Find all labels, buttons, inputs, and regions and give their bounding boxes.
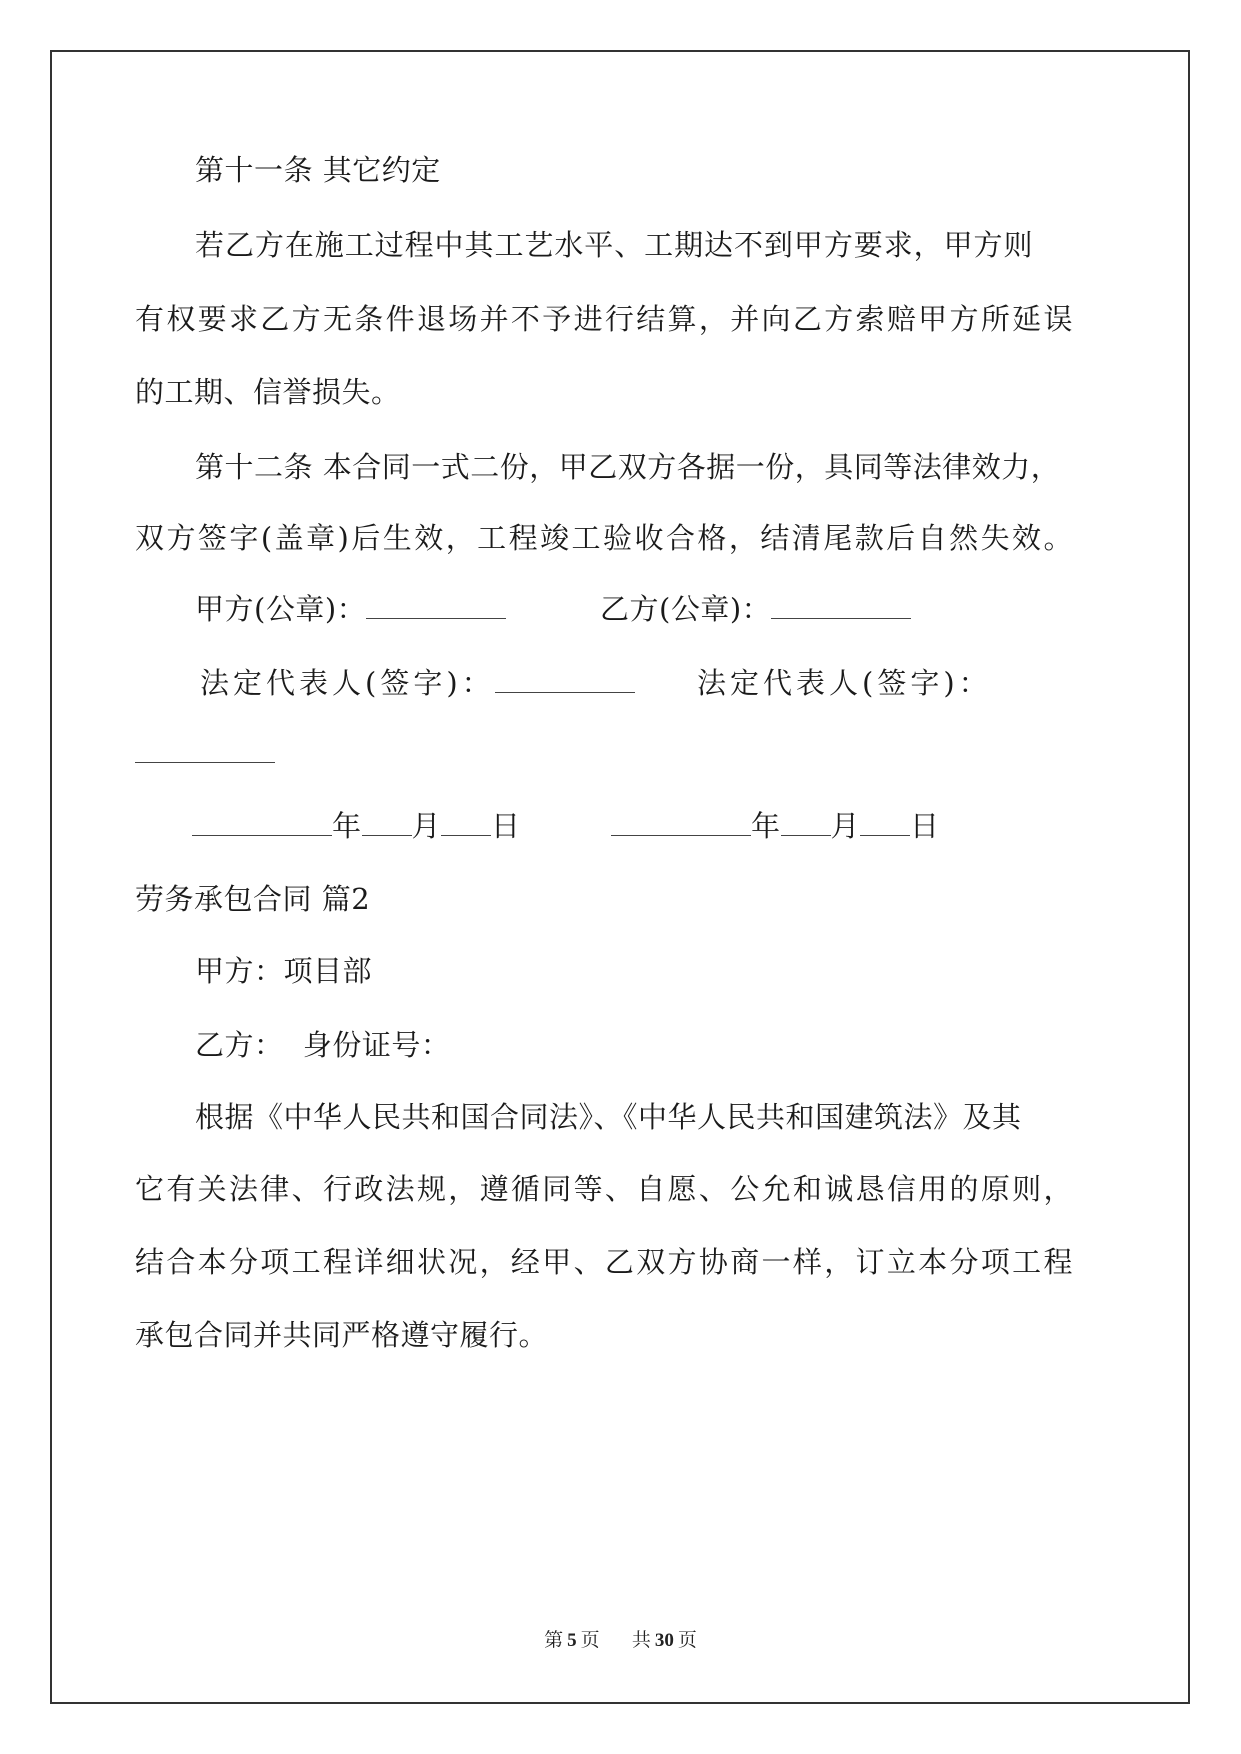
page-footer — [0, 1628, 1241, 1653]
contract-2-title: 劳务承包合同 篇2 — [135, 882, 371, 916]
contract-2-party-b: 乙方： 身份证号： — [195, 1028, 451, 1062]
legal-rep-a-label: 法定代表人(签字)： — [200, 666, 495, 700]
party-a-seal-label: 甲方(公章)： — [195, 592, 367, 626]
article-12-line-2: 双方签字(盖章)后生效，工程竣工验收合格，结清尾款后自然失效。 — [135, 521, 1073, 555]
article-11-line-2: 有权要求乙方无条件退场并不予进行结算，并向乙方索赔甲方所延误 — [135, 302, 1073, 336]
party-a-seal-blank — [366, 594, 506, 619]
total-pages-indicator: 共 30 页 — [631, 1629, 697, 1651]
contract-2-para-line-3: 结合本分项工程详细状况，经甲、乙双方协商一样，订立本分项工程 — [135, 1245, 1073, 1279]
date-b-year-label: 年 — [751, 809, 781, 843]
legal-rep-b-row — [697, 665, 992, 701]
legal-rep-b-blank — [135, 738, 275, 763]
article-11-line-3: 的工期、信誉损失。 — [135, 375, 401, 409]
date-b-row — [611, 808, 940, 844]
article-12-line-1: 第十二条 本合同一式二份，甲乙双方各据一份，具同等法律效力， — [195, 450, 1061, 484]
party-b-seal-row — [600, 591, 911, 627]
page-number: 5 — [567, 1630, 577, 1651]
date-a-year-blank — [192, 811, 332, 836]
contract-2-para-line-4: 承包合同并共同严格遵守履行。 — [135, 1318, 549, 1352]
date-a-day-label: 日 — [491, 809, 521, 843]
party-b-seal-blank — [771, 594, 911, 619]
legal-rep-b-label: 法定代表人(签字)： — [697, 666, 992, 700]
date-a-year-label: 年 — [332, 809, 362, 843]
contract-2-para-line-1: 根据《中华人民共和国合同法》、《中华人民共和国建筑法》及其 — [195, 1100, 1022, 1134]
contract-2-party-a: 甲方：项目部 — [195, 954, 373, 988]
date-b-day-label: 日 — [910, 809, 940, 843]
party-a-seal-row — [195, 591, 506, 627]
page-indicator: 第 5 页 — [544, 1629, 600, 1651]
date-a-day-blank — [441, 811, 491, 836]
page-border — [50, 50, 1190, 1704]
contract-2-para-line-2: 它有关法律、行政法规，遵循同等、自愿、公允和诚恳信用的原则， — [135, 1172, 1073, 1206]
date-a-row — [192, 808, 521, 844]
date-a-month-label: 月 — [411, 809, 442, 843]
legal-rep-a-blank — [495, 668, 635, 693]
date-b-month-label: 月 — [830, 809, 861, 843]
party-b-seal-label: 乙方(公章)： — [600, 592, 772, 626]
date-b-day-blank — [860, 811, 910, 836]
total-pages: 30 — [654, 1630, 674, 1651]
date-b-month-blank — [781, 811, 831, 836]
date-a-month-blank — [362, 811, 412, 836]
legal-rep-a-row — [200, 665, 635, 701]
article-11-line-1: 若乙方在施工过程中其工艺水平、工期达不到甲方要求，甲方则 — [195, 228, 1033, 262]
article-11-heading: 第十一条 其它约定 — [195, 153, 441, 187]
date-b-year-blank — [611, 811, 751, 836]
legal-rep-b-blank-row — [135, 735, 275, 771]
